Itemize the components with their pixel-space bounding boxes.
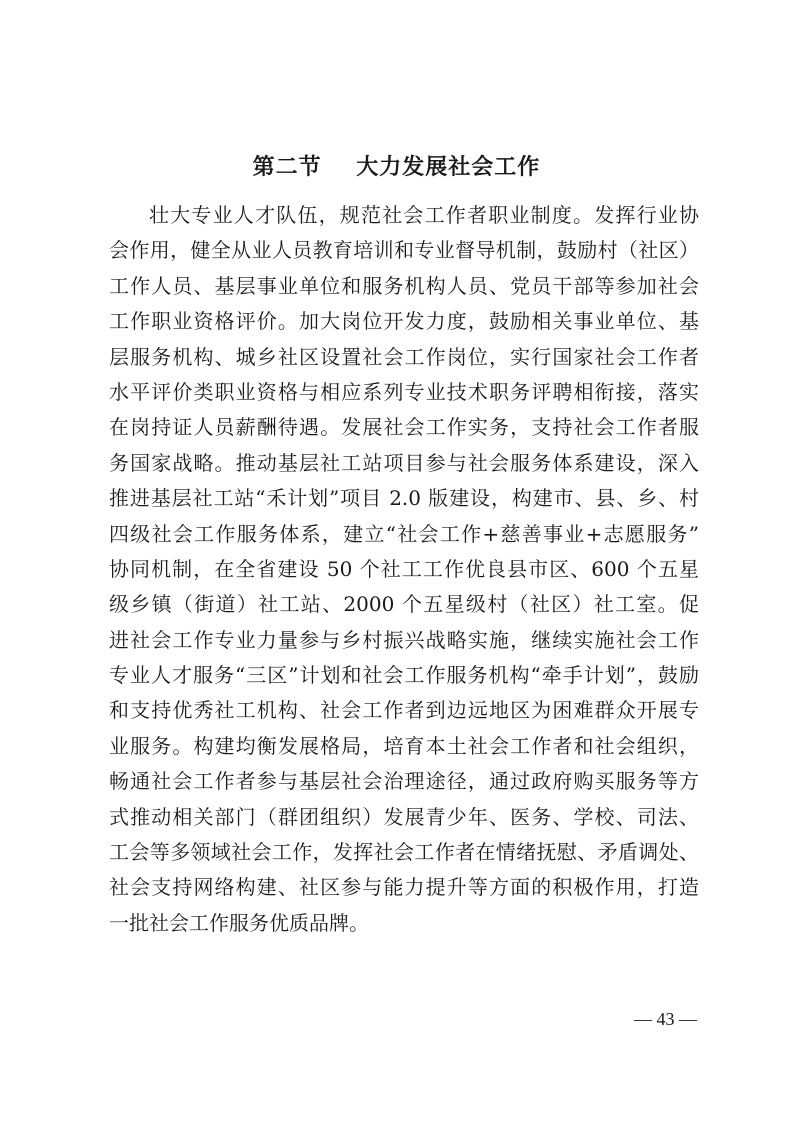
paragraph-line: 推进基层社工站“禾计划”项目 2.0 版建设，构建市、县、乡、村	[109, 486, 699, 511]
paragraph-line: 一批社会工作服务优质品牌。	[109, 910, 369, 935]
paragraph-line: 业服务。构建均衡发展格局，培育本土社会工作者和社会组织，	[109, 733, 699, 758]
paragraph-line: 专业人才服务“三区”计划和社会工作服务机构“牵手计划”，鼓励	[109, 663, 699, 688]
paragraph-line: 进社会工作专业力量参与乡村振兴战略实施，继续实施社会工作	[109, 627, 699, 652]
paragraph-line: 式推动相关部门（群团组织）发展青少年、医务、学校、司法、	[109, 804, 699, 829]
paragraph-line: 级乡镇（街道）社工站、2000 个五星级村（社区）社工室。促	[109, 592, 699, 617]
paragraph-line: 务国家战略。推动基层社工站项目参与社会服务体系建设，深入	[109, 450, 699, 475]
paragraph-line: 壮大专业人才队伍，规范社会工作者职业制度。发挥行业协	[149, 203, 699, 227]
section-title: 第二节 大力发展社会工作	[252, 155, 541, 180]
paragraph-line: 会作用，健全从业人员教育培训和专业督导机制，鼓励村（社区）	[109, 238, 699, 263]
body-paragraph	[109, 198, 699, 941]
paragraph-line: 和支持优秀社工机构、社会工作者到边远地区为困难群众开展专	[109, 698, 699, 723]
paragraph-line: 四级社会工作服务体系，建立“社会工作+慈善事业+志愿服务”	[109, 521, 699, 546]
paragraph-line: 畅通社会工作者参与基层社会治理途径，通过政府购买服务等方	[109, 769, 699, 794]
paragraph-line: 协同机制，在全省建设 50 个社工工作优良县市区、600 个五星	[109, 556, 699, 581]
paragraph-line: 社会支持网络构建、社区参与能力提升等方面的积极作用，打造	[109, 875, 699, 900]
page-number: — 43 —	[634, 1009, 697, 1029]
paragraph-line: 工会等多领域社会工作，发挥社会工作者在情绪抚慰、矛盾调处、	[109, 840, 699, 865]
paragraph-line: 水平评价类职业资格与相应系列专业技术职务评聘相衔接，落实	[109, 379, 699, 404]
paragraph-line: 在岗持证人员薪酬待遇。发展社会工作实务，支持社会工作者服	[109, 415, 699, 440]
paragraph-line: 工作人员、基层事业单位和服务机构人员、党员干部等参加社会	[109, 273, 699, 298]
paragraph-line: 工作职业资格评价。加大岗位开发力度，鼓励相关事业单位、基	[109, 309, 699, 334]
paragraph-line: 层服务机构、城乡社区设置社会工作岗位，实行国家社会工作者	[109, 344, 699, 369]
